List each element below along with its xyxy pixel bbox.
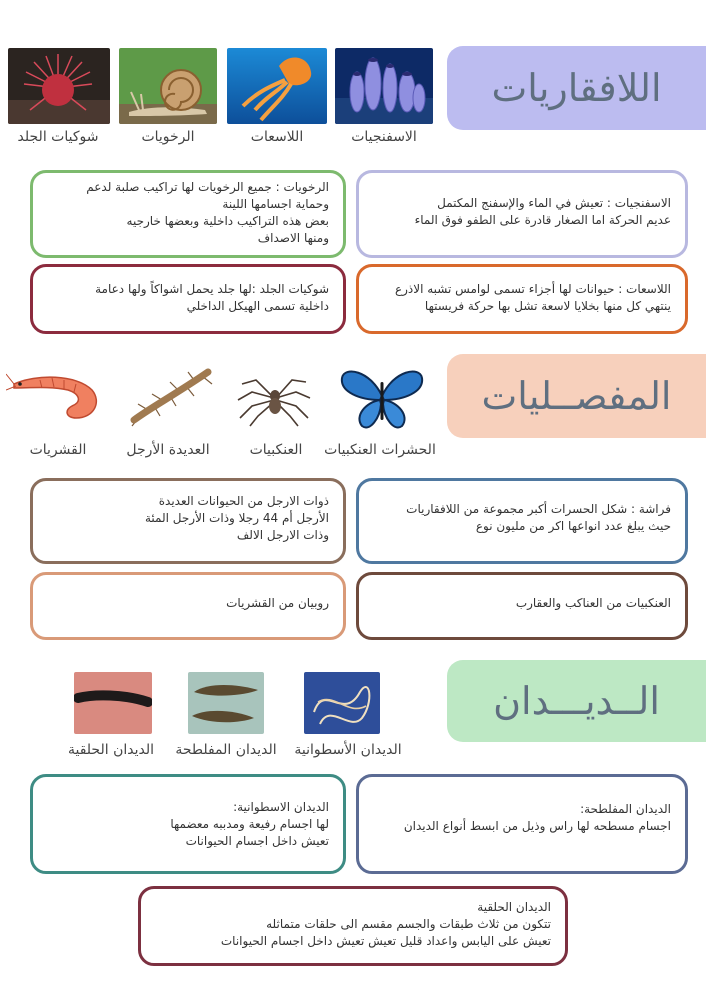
caption-crustaceans: القشريات <box>29 442 87 458</box>
card-line: اللاسعات : حيوانات لها أجزاء تسمى لوامس تشبه الاذرع <box>394 282 671 296</box>
card-line: لها اجسام رفيعة ومدببه معضمها <box>170 817 329 831</box>
card-echinoderms <box>30 264 346 334</box>
snail-photo <box>119 48 217 124</box>
card-line: تعيش داخل اجسام الحيوانات <box>185 834 329 848</box>
card-butterfly <box>356 478 688 564</box>
jellyfish-photo <box>227 48 327 124</box>
sponge-photo <box>335 48 433 124</box>
card-roundworms <box>30 774 346 874</box>
section-banner-invertebrates <box>447 46 706 130</box>
card-line: داخلية تسمى الهيكل الداخلي <box>186 299 329 313</box>
card-line: بعض هذه التراكيب داخلية وبعضها خارجيه <box>126 214 329 228</box>
card-line: الديدان الحلقية <box>477 900 551 914</box>
card-mollusks <box>30 170 346 258</box>
section-banner-arthropods <box>447 354 706 438</box>
card-flatworms <box>356 774 688 874</box>
card-line: اجسام مسطحه لها راس وذيل من ابسط أنواع الديدان <box>403 819 671 833</box>
card-line: حيث يبلغ عدد انواعها اكر من مليون نوع <box>475 519 671 533</box>
caption-myriapods: العديدة الأرجل <box>126 442 210 458</box>
shrimp-image <box>6 368 104 424</box>
card-line: عديم الحركة اما الصغار قادرة على الطفو فوق الماء <box>414 213 671 227</box>
caption-sponges: الاسفنجيات <box>351 129 417 145</box>
card-line: ينتهي كل منها بخلايا لاسعة تشل بها حركة فريستها <box>424 299 671 313</box>
card-line: تعيش على اليابس واعداد قليل تعيش تعيش داخل اجسام الحيوانات <box>220 934 551 948</box>
caption-annelids: الديدان الحلقية <box>67 742 154 758</box>
sea-urchin-photo <box>8 48 110 124</box>
centipede-image <box>120 364 218 430</box>
flatworm-photo <box>188 672 264 734</box>
caption-insects: الحشرات العنكبيات <box>324 442 436 458</box>
card-line: الأرجل أم 44 رجلا وذات الأرجل المئة <box>144 511 329 525</box>
card-arachnids <box>356 572 688 640</box>
section-title: اللافقاريات <box>491 66 662 110</box>
roundworm-photo <box>304 672 380 734</box>
section-title: الــديـــدان <box>493 679 660 723</box>
card-line: وذات الارجل الالف <box>236 528 329 542</box>
earthworm-photo <box>74 672 152 734</box>
card-myriapods <box>30 478 346 564</box>
card-line: ومنها الاصداف <box>257 231 329 245</box>
caption-cnidarians: اللاسعات <box>250 129 304 145</box>
card-sponges <box>356 170 688 258</box>
card-line: تتكون من ثلاث طبقات والجسم مقسم الى حلقات متماثله <box>266 917 551 931</box>
card-line: الرخويات : جميع الرخويات لها تراكيب صلبة لدعم <box>86 180 329 194</box>
card-annelids <box>138 886 568 966</box>
section-banner-worms <box>447 660 706 742</box>
card-line: الاسفنجيات : تعيش في الماء والإسفنج المكتمل <box>437 196 671 210</box>
caption-arachnids: العنكبيات <box>249 442 303 458</box>
spider-image <box>236 370 312 428</box>
butterfly-image <box>340 366 424 432</box>
card-line: فراشة : شكل الحسرات أكبر مجموعة من اللافقاريات <box>406 502 671 516</box>
card-line: ذوات الارجل من الحيوانات العديدة <box>158 494 329 508</box>
card-line: وحماية اجسامها اللينة <box>222 197 329 211</box>
card-line: العنكبيات من العناكب والعقارب <box>515 596 671 610</box>
card-line: شوكيات الجلد :لها جلد يحمل اشواكاً ولها دعامة <box>95 282 329 296</box>
caption-mollusks: الرخويات <box>141 129 195 145</box>
card-line: الديدان الاسطوانية: <box>233 800 329 814</box>
card-cnidarians <box>356 264 688 334</box>
caption-flatworms: الديدان المفلطحة <box>175 742 277 758</box>
caption-roundworms: الديدان الأسطوانية <box>294 742 402 758</box>
card-line: روبيان من القشريات <box>226 596 329 610</box>
card-crustaceans <box>30 572 346 640</box>
caption-echinoderms: شوكيات الجلد <box>17 129 99 145</box>
section-title: المفصــليات <box>481 374 672 418</box>
card-line: الديدان المفلطحة: <box>580 802 671 816</box>
